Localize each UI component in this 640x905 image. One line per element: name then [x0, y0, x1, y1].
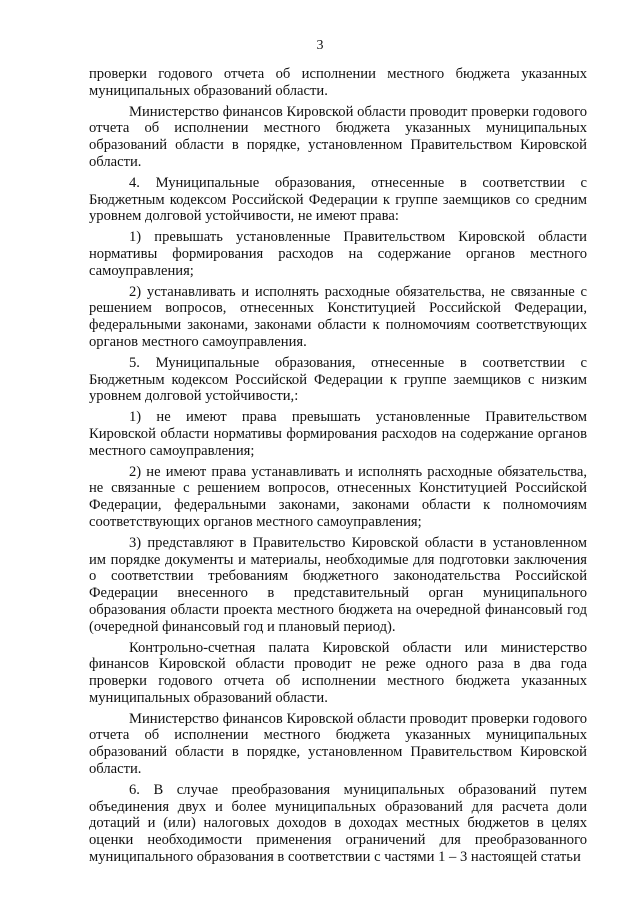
paragraph-ministry-audit: Министерство финансов Кировской области проводит проверки годового отчета об исполнении местного бюджета указанных муниципальных образований области в порядке, установленном Правительством Кировской области. — [89, 103, 587, 170]
paragraph-section-5: 5. Муниципальные образования, отнесенные в соответствии с Бюджетным кодексом Российской Федерации к группе заемщиков с низким уровнем долговой устойчивости,: — [89, 354, 587, 405]
list-item-5-2: 2) не имеют права устанавливать и исполнять расходные обязательства, не связанные с решением вопросов, отнесенных Конституцией Российской Федерации, федеральными законами, законами области к полномочиям соответствующих органов местного самоуправления; — [89, 463, 587, 530]
paragraph-section-4: 4. Муниципальные образования, отнесенные в соответствии с Бюджетным кодексом Российской Федерации к группе заемщиков со средним уровнем долговой устойчивости, не имеют права: — [89, 174, 587, 225]
document-body — [89, 66, 587, 870]
paragraph-control-chamber: Контрольно-счетная палата Кировской области или министерство финансов Кировской области проводит не реже одного раза в два года проверки годового отчета об исполнении местного бюджета указанных муниципальных образований области. — [89, 639, 587, 706]
list-item-4-1: 1) превышать установленные Правительством Кировской области нормативы формирования расходов на содержание органов местного самоуправления; — [89, 229, 587, 279]
paragraph-section-6: 6. В случае преобразования муниципальных образований путем объединения двух и более муниципальных образований для расчета доли дотаций и (или) налоговых доходов в доходах местных бюджетов в целях оценки необходимости применения ограничений для преобразованного муниципального образования в соответствии с частями 1 – 3 настоящей статьи — [89, 781, 587, 866]
list-item-4-2: 2) устанавливать и исполнять расходные обязательства, не связанные с решением вопросов, отнесенных Конституцией Российской Федерации, федеральными законами, законами области к полномочиям соответствующих органов местного самоуправления. — [89, 283, 587, 350]
paragraph-ministry-audit-2: Министерство финансов Кировской области проводит проверки годового отчета об исполнении местного бюджета указанных муниципальных образований области в порядке, установленном Правительством Кировской области. — [89, 710, 587, 778]
paragraph-continuation: проверки годового отчета об исполнении местного бюджета указанных муниципальных образований области. — [89, 66, 587, 99]
list-item-5-1: 1) не имеют права превышать установленные Правительством Кировской области нормативы формирования расходов на содержание органов местного самоуправления; — [89, 409, 587, 459]
list-item-5-3: 3) представляют в Правительство Кировской области в установленном им порядке документы и материалы, необходимые для подготовки заключения о соответствии требованиям бюджетного законодательства Российской Федерации внесенного в представительный орган муниципального образования области проекта местного бюджета на очередной финансовый год (очередной финансовый год и плановый период). — [89, 534, 587, 635]
page-number: 3 — [316, 38, 324, 53]
